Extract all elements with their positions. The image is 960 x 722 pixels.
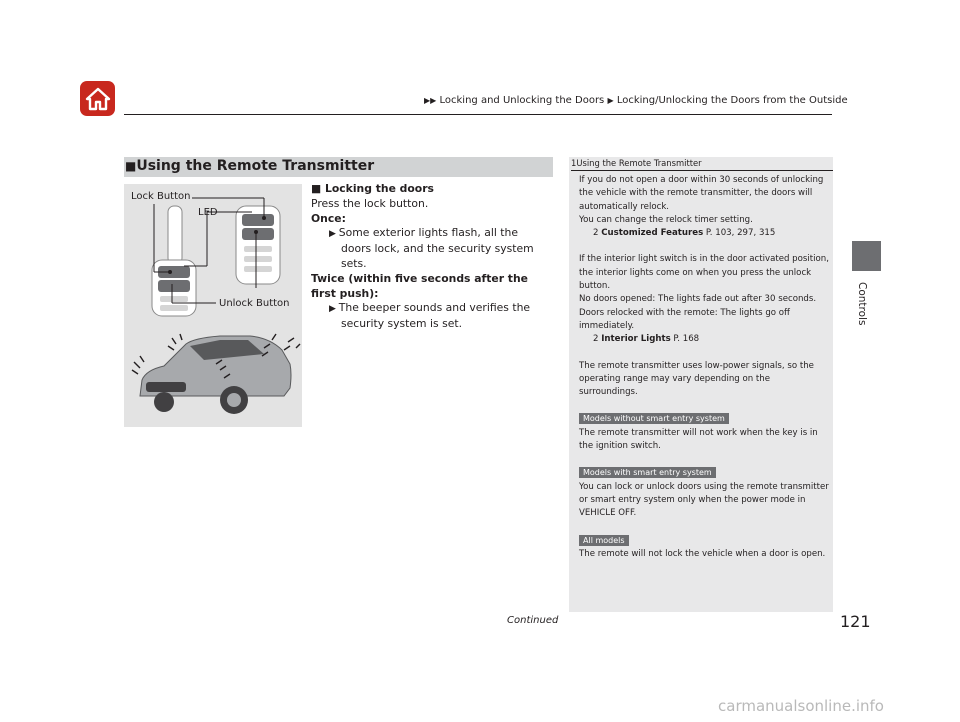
xref-icon: 2: [593, 228, 602, 239]
intro-text: Press the lock button.: [311, 196, 429, 210]
once-label: Once:: [311, 211, 346, 225]
continued-label: Continued: [507, 615, 559, 626]
locking-heading: ■ Locking the doors: [311, 182, 434, 195]
note-paragraph: If the interior light switch is in the door activated position, the interior lights come on when you press the unlock button.: [579, 254, 829, 292]
main-text: [311, 182, 551, 332]
twice-text: ▶ The beeper sounds and verifies the security system is set.: [329, 301, 531, 331]
breadcrumb-item[interactable]: Locking/Unlocking the Doors from the Outside: [616, 95, 848, 106]
note-paragraph: The remote will not lock the vehicle when a door is open.: [579, 548, 826, 559]
breadcrumb-item[interactable]: Locking and Unlocking the Doors: [439, 95, 605, 106]
home-icon: [85, 87, 111, 111]
xref-interior-lights[interactable]: 2 Interior Lights P. 168: [593, 334, 700, 345]
note-paragraph: You can change the relock timer setting.: [579, 214, 753, 225]
home-button[interactable]: [80, 81, 115, 116]
note-paragraph: Doors relocked with the remote: The lights go off immediately.: [579, 307, 790, 331]
notes-body: [579, 174, 829, 561]
notes-title: 1Using the Remote Transmitter: [571, 158, 702, 168]
note-paragraph: If you do not open a door within 30 seconds of unlocking the vehicle with the remote transmitter, the doors will automatically relock.: [579, 175, 824, 212]
breadcrumb-arrow-icon: ▶: [607, 96, 614, 105]
model-badge: Models without smart entry system: [579, 413, 729, 424]
note-paragraph: The remote transmitter will not work when the key is in the ignition switch.: [579, 427, 818, 452]
note-paragraph: The remote transmitter uses low-power signals, so the operating range may vary depending on the surroundings.: [579, 360, 814, 398]
breadcrumb: [424, 95, 848, 106]
arrow-icon: ▶: [329, 229, 339, 240]
chapter-tab[interactable]: [852, 241, 881, 271]
arrow-icon: ▶: [329, 304, 339, 315]
model-badge: Models with smart entry system: [579, 467, 716, 478]
page-number: 121: [840, 612, 871, 631]
watermark: carmanualsonline.info: [718, 697, 884, 715]
note-paragraph: You can lock or unlock doors using the remote transmitter or smart entry system only when the power mode in VEHICLE OFF.: [579, 481, 829, 519]
xref-customized-features[interactable]: 2 Customized Features P. 103, 297, 315: [593, 228, 776, 239]
unlock-button-callout: Unlock Button: [219, 298, 290, 309]
chapter-tab-label[interactable]: Controls: [856, 282, 868, 326]
xref-icon: 2: [593, 334, 602, 345]
once-text: ▶ Some exterior lights flash, all the doors lock, and the security system sets.: [329, 226, 534, 270]
model-badge: All models: [579, 535, 629, 546]
twice-label: Twice (within five seconds after the first push):: [311, 271, 528, 300]
notes-title-rule: [571, 170, 833, 171]
led-callout: LED: [198, 207, 218, 218]
breadcrumb-arrow-icon: ▶▶: [424, 96, 437, 105]
section-title: ■Using the Remote Transmitter: [125, 158, 375, 174]
note-paragraph: No doors opened: The lights fade out after 30 seconds.: [579, 294, 817, 305]
lock-button-callout: Lock Button: [131, 191, 191, 202]
header-rule: [124, 114, 832, 115]
